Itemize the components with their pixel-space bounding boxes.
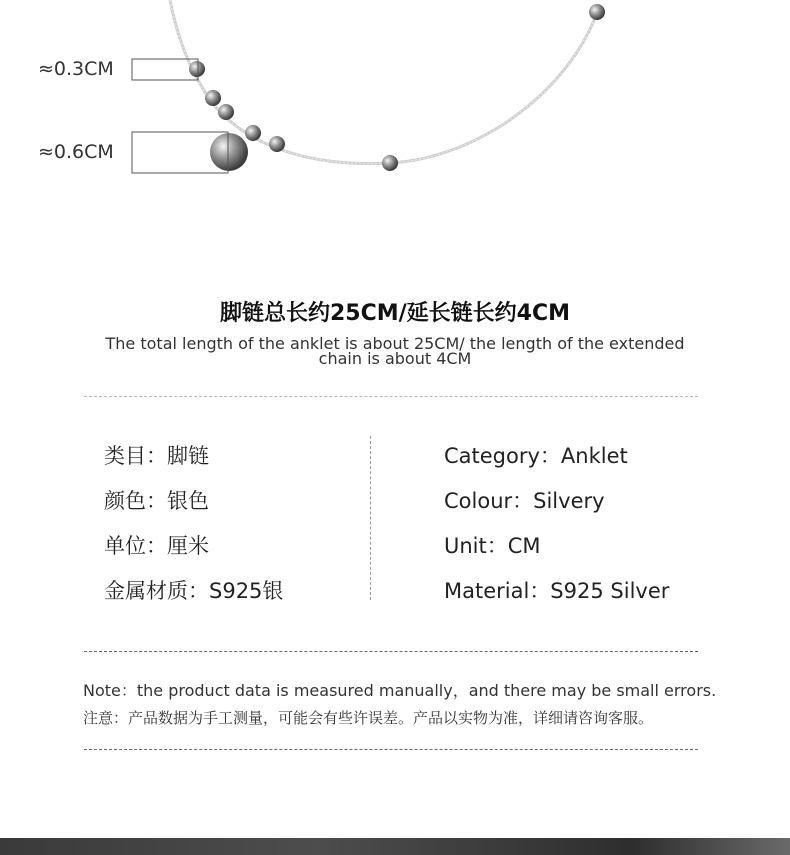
large-bead-size-label: ≈0.6CM xyxy=(38,141,114,163)
spec-category-en: Category：Anklet xyxy=(444,444,628,468)
anklet-illustration xyxy=(0,0,790,200)
divider-note-top xyxy=(84,651,698,652)
bead xyxy=(189,61,205,77)
bead xyxy=(218,104,234,120)
small-bead-size-label: ≈0.3CM xyxy=(38,58,114,80)
spec-category-zh: 类目：脚链 xyxy=(104,444,209,468)
page-title: 脚链总长约25CM/延长链长约4CM xyxy=(219,301,571,326)
note-english: Note：the product data is measured manually，and there may be small errors. xyxy=(83,681,717,700)
spec-divider xyxy=(370,436,371,600)
bead xyxy=(205,90,221,106)
bead xyxy=(589,4,605,20)
note-chinese: 注意：产品数据为手工测量，可能会有些许误差。产品以实物为准，详细请咨询客服。 xyxy=(83,709,654,727)
bead xyxy=(269,136,285,152)
spec-unit-en: Unit：CM xyxy=(444,534,541,558)
page-subtitle: The total length of the anklet is about 25CM/ the length of the extended chain is about 4CM xyxy=(105,334,685,368)
spec-material-en: Material：S925 Silver xyxy=(444,579,670,603)
bead xyxy=(245,125,261,141)
next-section-image-edge xyxy=(0,838,790,855)
spec-material-zh: 金属材质：S925银 xyxy=(104,579,284,603)
large-bead xyxy=(210,133,248,171)
divider-top xyxy=(84,396,698,397)
divider-note-bottom xyxy=(84,749,698,750)
spec-unit-zh: 单位：厘米 xyxy=(104,534,209,558)
bead xyxy=(382,155,398,171)
spec-colour-en: Colour：Silvery xyxy=(444,489,605,513)
spec-colour-zh: 颜色：银色 xyxy=(104,489,209,513)
